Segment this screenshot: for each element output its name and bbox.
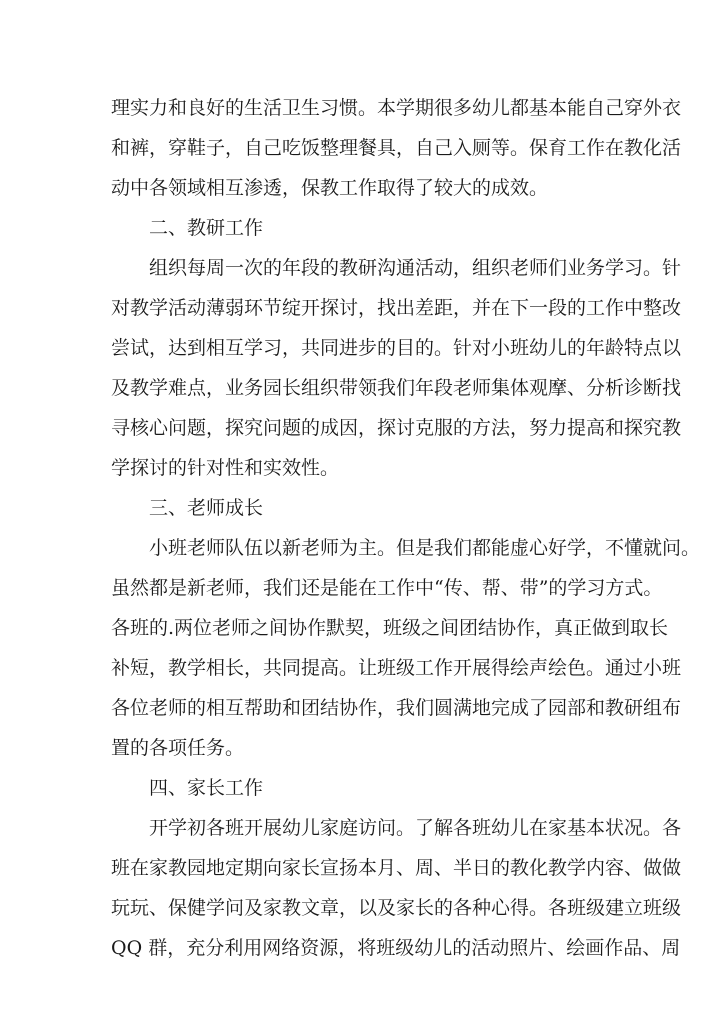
paragraph-line: 寻核心问题，探究问题的成因，探讨克服的方法，努力提高和探究教 xyxy=(111,417,682,439)
section-heading-parent-work: 四、家长工作 xyxy=(149,777,264,799)
paragraph-line: 各班的.两位老师之间协作默契，班级之间团结协作，真正做到取长 xyxy=(111,617,669,639)
paragraph-line: 班在家教园地定期向家长宣扬本月、周、半日的教化教学内容、做做 xyxy=(111,857,682,879)
paragraph-line: 小班老师队伍以新老师为主。但是我们都能虚心好学，不懂就问。 xyxy=(149,537,701,559)
paragraph-line: QQ 群，充分利用网络资源，将班级幼儿的活动照片、绘画作品、周 xyxy=(111,937,681,959)
paragraph-line: 对教学活动薄弱环节绽开探讨，找出差距，并在下一段的工作中整改 xyxy=(111,297,682,319)
paragraph-line: 开学初各班开展幼儿家庭访问。了解各班幼儿在家基本状况。各 xyxy=(149,817,682,839)
document-body xyxy=(111,88,701,968)
paragraph-line: 置的各项任务。 xyxy=(111,737,245,759)
paragraph-line: 补短，教学相长，共同提高。让班级工作开展得绘声绘色。通过小班 xyxy=(111,657,682,679)
paragraph-line: 及教学难点，业务园长组织带领我们年段老师集体观摩、分析诊断找 xyxy=(111,377,682,399)
paragraph-line: 动中各领域相互渗透，保教工作取得了较大的成效。 xyxy=(111,177,549,199)
section-heading-teacher-growth: 三、老师成长 xyxy=(149,497,264,519)
paragraph-line: 玩玩、保健学问及家教文章，以及家长的各种心得。各班级建立班级 xyxy=(111,897,682,919)
paragraph-line: 和裤，穿鞋子，自己吃饭整理餐具，自己入厕等。保育工作在教化活 xyxy=(111,137,682,159)
paragraph-line: 组织每周一次的年段的教研沟通活动，组织老师们业务学习。针 xyxy=(149,257,682,279)
paragraph-line: 虽然都是新老师，我们还是能在工作中“传、帮、带”的学习方式。 xyxy=(111,577,663,599)
paragraph-line: 学探讨的针对性和实效性。 xyxy=(111,457,340,479)
paragraph-line: 理实力和良好的生活卫生习惯。本学期很多幼儿都基本能自己穿外衣 xyxy=(111,97,682,119)
section-heading-teaching-research: 二、教研工作 xyxy=(149,217,264,239)
paragraph-line: 各位老师的相互帮助和团结协作，我们圆满地完成了园部和教研组布 xyxy=(111,697,682,719)
paragraph-line: 尝试，达到相互学习，共同进步的目的。针对小班幼儿的年龄特点以 xyxy=(111,337,682,359)
